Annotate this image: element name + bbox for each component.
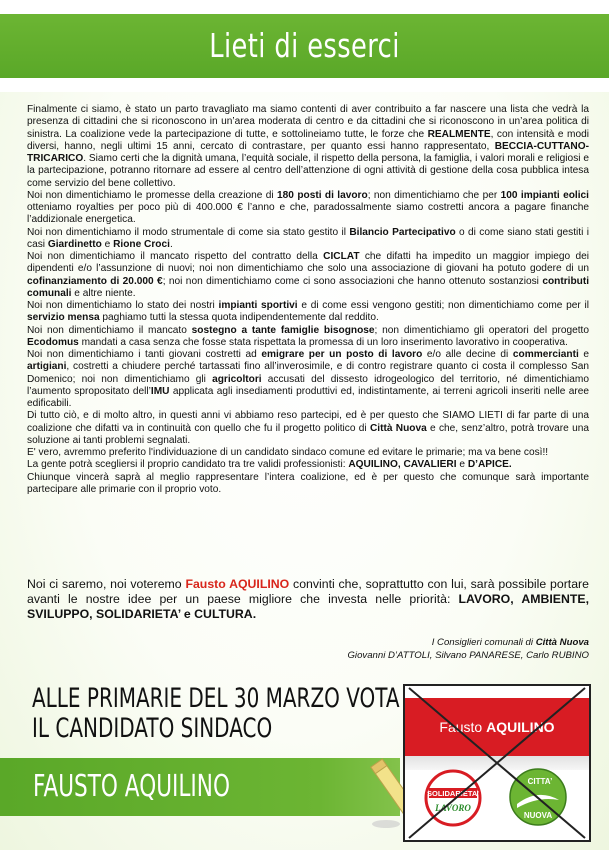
text-run: Noi non dimentichiamo le promesse della creazione di <box>27 189 278 201</box>
closing-after: convinti che, soprattutto con lui, sarà possibile portare avanti le nostre idee per un paese migliore che investa nelle priorità: <box>27 577 589 606</box>
text-run: ; non dimentichiamo gli operatori del progetto <box>374 324 590 336</box>
bold-run: cofinanziamento di 20.000 € <box>27 275 163 287</box>
closing-candidate-name: Fausto AQUILINO <box>185 577 290 591</box>
text-run: La gente potrà scegliersi il proprio candidato tra tre validi professionisti: <box>27 459 349 471</box>
paragraph <box>27 227 589 252</box>
bold-run: Ecodomus <box>27 336 79 348</box>
header-banner <box>0 0 609 92</box>
bold-run: Rione Croci <box>113 238 170 250</box>
text-run: . <box>169 238 173 250</box>
text-run: , costretti a chiudere perché tartassati fino all’inverosimile, e di contro registrare quanto ci costa il complesso San Domenico; noi non dimentichiamo gli <box>27 361 589 385</box>
bold-run: 180 posti di lavoro <box>277 189 368 201</box>
paragraph <box>27 190 589 227</box>
ballot-last-name: AQUILINO <box>486 719 555 735</box>
bold-run: IMU <box>150 385 170 397</box>
closing-priorities: LAVORO, AMBIENTE, SVILUPPO, SOLIDARIETA’ e CULTURA. <box>27 592 589 621</box>
closing-statement <box>27 577 589 622</box>
text-run: Di tutto ciò, e di molto altro, in questi anni vi abbiamo reso partecipi, ed è per questo che SIAMO LIETI di far parte di una coalizione che difatti va in continuità con quello che fu il progetto politico di <box>27 410 589 434</box>
primarie-line-2: IL CANDIDATO SINDACO <box>32 713 273 744</box>
page-title: Lieti di esserci <box>209 26 400 65</box>
bold-run: REALMENTE <box>427 128 491 140</box>
text-run: applicata agli insediamenti produttivi ed, indistintamente, ai terreni agricoli inseriti nelle aree edificabili. <box>27 385 589 409</box>
ballot-card <box>403 684 591 842</box>
signature-prefix: I Consiglieri comunali di <box>431 637 536 648</box>
text-run: otteniamo royalties per poco più di 400.000 € l’anno e che, paradossalmente siamo costretti ancora a pagare finanche l’addizionale energetica. <box>27 202 589 226</box>
paragraph <box>27 459 589 471</box>
text-run: o di come siano stati gestiti i casi <box>27 226 589 250</box>
text-run: Chiunque vincerà saprà al meglio rappresentare l’intera coalizione, ed è per questo che comunque sarà importante partecipare alle primarie con il proprio voto. <box>27 471 589 495</box>
body-text <box>27 104 589 496</box>
bold-run: D’APICE. <box>467 459 512 471</box>
text-run: e <box>101 238 114 250</box>
signature-line-1 <box>189 636 589 649</box>
text-run: ; non dimentichiamo che per <box>367 189 501 201</box>
text-run: Noi non dimentichiamo il modo strumentale di come sia stato gestito il <box>27 226 350 238</box>
logo-right-bottom-text: NUOVA <box>523 811 553 820</box>
paragraph <box>27 251 589 300</box>
candidate-name: FAUSTO AQUILINO <box>33 769 230 804</box>
bold-run: emigrare per un posto di lavoro <box>261 349 423 360</box>
logo-left-bottom-text: LAVORO <box>435 803 471 813</box>
text-run: E' vero, avremmo preferito l'individuazione di un candidato sindaco comune ed evitare le primarie; ma va bene così!! <box>27 447 549 458</box>
bold-run: impianti sportivi <box>218 300 298 311</box>
paragraph <box>27 349 589 410</box>
bold-run: contributi comunali <box>27 275 590 299</box>
bold-run: CICLAT <box>323 251 360 262</box>
text-run: Finalmente ci siamo, è stato un parto travagliato ma siamo contenti di aver contribuito a far nascere una lista che vedrà la presenza di cittadini che si riconoscono in un’area moderata di centro e da cittadini che si riconoscono in un’area politica di sinistra. La coalizione vede la partecipazione di tutte, e sottolineiamo tutte, le forze che <box>27 104 589 140</box>
paragraph <box>27 472 589 497</box>
bold-run: AQUILINO, CAVALIERI <box>348 459 457 471</box>
bold-run: commercianti <box>512 349 579 360</box>
paragraph <box>27 300 589 325</box>
logo-left-top-text: SOLIDARIETA’ <box>427 789 479 798</box>
text-run: e di come essi vengono gestiti; non dimentichiamo come per il <box>297 300 589 311</box>
primarie-heading <box>32 684 400 744</box>
closing-before: Noi ci saremo, noi voteremo <box>27 577 186 591</box>
text-run: e <box>578 349 590 360</box>
paragraph <box>27 325 589 350</box>
bold-run: agricoltori <box>212 373 262 385</box>
vote-cross-icon <box>405 686 589 840</box>
text-run: paghiamo tutti la stessa quota indipendentemente dal reddito. <box>99 312 379 324</box>
bold-run: sostegno a tante famiglie bisognose <box>191 324 375 336</box>
text-run: Noi non dimentichiamo il mancato rispetto del contratto della <box>27 251 324 262</box>
text-run: mandati a casa senza che fosse stata rispettata la promessa di un loro inserimento lavorativo in cooperativa. <box>78 336 568 348</box>
bold-run: artigiani <box>27 361 67 373</box>
bold-run: Giardinetto <box>47 238 102 250</box>
text-run: che difatti ha impedito un maggior impiego dei dipendenti e/o l’assunzione di nuovi; noi non dimentichiamo che solo una associazione di giovani ha potuto godere di un <box>27 251 589 275</box>
bold-run: BECCIA-CUTTANO-TRICARICO <box>27 140 589 164</box>
bold-run: servizio mensa <box>27 312 100 324</box>
bold-run: 100 impianti eolici <box>500 189 589 201</box>
text-run: e che, senz’altro, potrà trovare una soluzione ai tanti problemi segnalati. <box>27 422 589 446</box>
signature <box>189 636 589 662</box>
paragraph <box>27 447 589 459</box>
text-run: , con intensità e modi diversi, hanno, negli ultimi 15 anni, cercato di contrastare, per quanto essi hanno rappresentato, <box>27 128 589 152</box>
text-run: e altre niente. <box>71 287 136 299</box>
text-run: ; noi non dimentichiamo come ci sono associazioni che hanno ottenuto sostanziosi <box>162 275 543 287</box>
bold-run: Città Nuova <box>369 422 427 434</box>
text-run: Noi non dimentichiamo lo stato dei nostri <box>27 300 219 311</box>
signature-line-2: Giovanni D’ATTOLI, Silvano PANARESE, Carlo RUBINO <box>347 650 589 661</box>
bold-run: Bilancio Partecipativo <box>349 226 456 238</box>
text-run: e <box>456 459 468 471</box>
paragraph <box>27 104 589 190</box>
ballot-first-name: Fausto <box>439 719 487 735</box>
primarie-line-1: ALLE PRIMARIE DEL 30 MARZO VOTA <box>32 683 400 714</box>
text-run: Noi non dimentichiamo i tanti giovani costretti ad <box>27 349 262 360</box>
text-run: accusati del dissesto idrogeologico del territorio, né dimentichiamo l’aumento spropositato dell’ <box>27 373 589 397</box>
text-run: e/o alle decine di <box>422 349 513 360</box>
logo-right-top-text: CITTA’ <box>527 777 553 786</box>
signature-party: Città Nuova <box>535 637 589 648</box>
paragraph <box>27 410 589 447</box>
text-run: Noi non dimentichiamo il mancato <box>27 324 192 336</box>
text-run: . Siamo certi che la dignità umana, l’equità sociale, il rispetto della persona, la famiglia, i valori morali e religiosi e la partecipazione, potranno ritornare ad essere al centro dell’attenzione di ogni attività di gestione della cosa pubblica intesa come servizio del bene collettivo. <box>27 153 589 189</box>
